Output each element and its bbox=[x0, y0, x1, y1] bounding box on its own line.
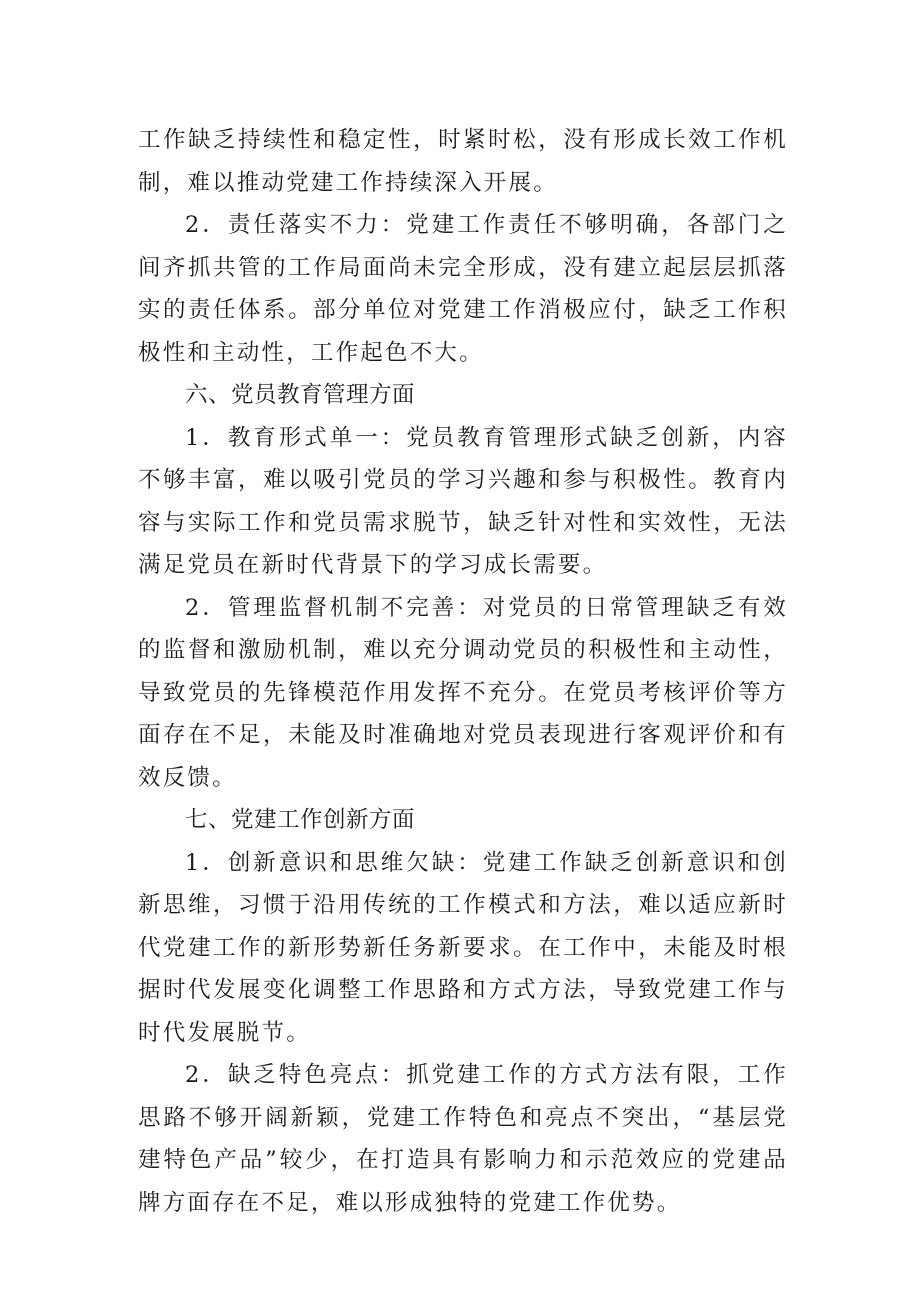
paragraph-continued: 工作缺乏持续性和稳定性，时紧时松，没有形成长效工作机制，难以推动党建工作持续深入开展。 bbox=[138, 127, 788, 196]
paragraph-highlights: 2．缺乏特色亮点：抓党建工作的方式方法有限，工作思路不够开阔新颖，党建工作特色和亮点不突出，“基层党建特色产品”较少，在打造具有影响力和示范效应的党建品牌方面存在不足，难以形成独特的党建工作优势。 bbox=[138, 1062, 788, 1216]
paragraph-education-form: 1．教育形式单一：党员教育管理形式缺乏创新，内容不够丰富，难以吸引党员的学习兴趣和参与积极性。教育内容与实际工作和党员需求脱节，缺乏针对性和实效性，无法满足党员在新时代背景下的学习成长需要。 bbox=[138, 424, 788, 578]
paragraph-responsibility: 2．责任落实不力：党建工作责任不够明确，各部门之间齐抓共管的工作局面尚未完全形成，没有建立起层层抓落实的责任体系。部分单位对党建工作消极应付，缺乏工作积极性和主动性，工作起色不大。 bbox=[138, 212, 788, 366]
paragraph-innovation: 1．创新意识和思维欠缺：党建工作缺乏创新意识和创新思维，习惯于沿用传统的工作模式和方法，难以适应新时代党建工作的新形势新任务新要求。在工作中，未能及时根据时代发展变化调整工作思路和方式方法，导致党建工作与时代发展脱节。 bbox=[138, 849, 788, 1046]
document-page bbox=[138, 119, 788, 1224]
section-heading-6: 六、党员教育管理方面 bbox=[185, 382, 416, 408]
paragraph-supervision: 2．管理监督机制不完善：对党员的日常管理缺乏有效的监督和激励机制，难以充分调动党员的积极性和主动性，导致党员的先锋模范作用发挥不充分。在党员考核评价等方面存在不足，未能及时准确地对党员表现进行客观评价和有效反馈。 bbox=[138, 594, 788, 791]
section-heading-7: 七、党建工作创新方面 bbox=[185, 807, 416, 833]
